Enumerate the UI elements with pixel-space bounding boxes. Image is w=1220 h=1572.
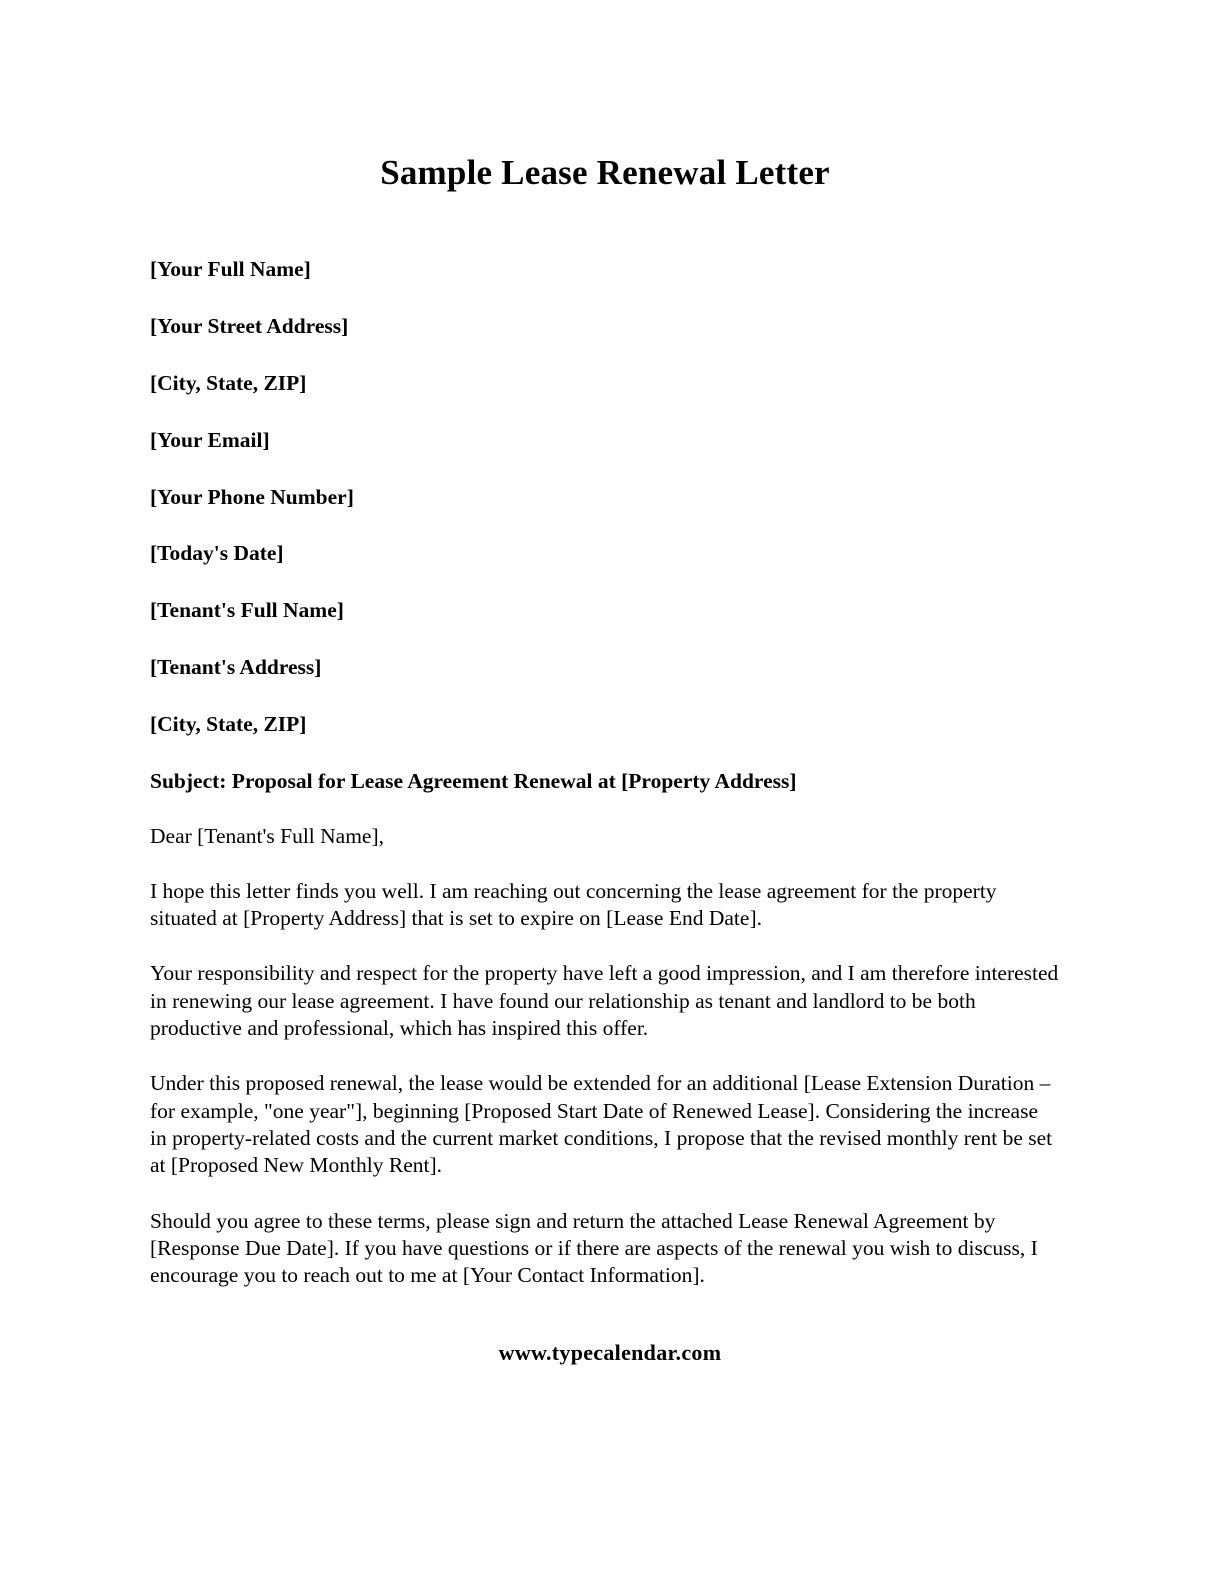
sender-email: [Your Email]: [150, 427, 270, 452]
sender-address-block: [150, 256, 1060, 567]
body-paragraph-2: Your responsibility and respect for the property have left a good impression, and I am therefore interested in renewing our lease agreement. I have found our relationship as tenant and landlord to be both productive and professional, which has inspired this offer.: [150, 961, 1059, 1041]
sender-city-state-zip: [City, State, ZIP]: [150, 370, 307, 395]
recipient-city-state-zip: [City, State, ZIP]: [150, 712, 307, 736]
salutation: Dear [Tenant's Full Name],: [150, 823, 385, 848]
recipient-street-address: [Tenant's Address]: [150, 655, 322, 680]
subject-line: Subject: Proposal for Lease Agreement Renewal at [Property Address]: [150, 768, 797, 793]
body-paragraph-3: Under this proposed renewal, the lease would be extended for an additional [Lease Extension Duration – for example, "one year"], beginning [Proposed Start Date of Renewed Lease]. Considering the increase in property-related costs and the current market conditions, I propose that the revised monthly rent be set at [Proposed New Monthly Rent].: [150, 1071, 1053, 1178]
sender-full-name: [Your Full Name]: [150, 257, 311, 281]
sender-street-address: [Your Street Address]: [150, 313, 349, 338]
sender-phone-number: [Your Phone Number]: [150, 484, 354, 509]
body-paragraph-4: Should you agree to these terms, please sign and return the attached Lease Renewal Agreement by [Response Due Date]. If you have questions or if there are aspects of the renewal you wish to discuss, I encourage you to reach out to me at [Your Contact Information].: [150, 1208, 1038, 1288]
letter-date: [Today's Date]: [150, 541, 284, 566]
body-paragraph-1: I hope this letter finds you well. I am reaching out concerning the lease agreement for the property situated at [Property Address] that is set to expire on [Lease End Date].: [150, 878, 997, 931]
page-title: Sample Lease Renewal Letter: [380, 153, 830, 192]
footer-website-url: www.typecalendar.com: [498, 1340, 722, 1365]
recipient-full-name: [Tenant's Full Name]: [150, 598, 344, 623]
recipient-address-block: [150, 597, 1060, 738]
document-content: [150, 0, 1060, 1289]
